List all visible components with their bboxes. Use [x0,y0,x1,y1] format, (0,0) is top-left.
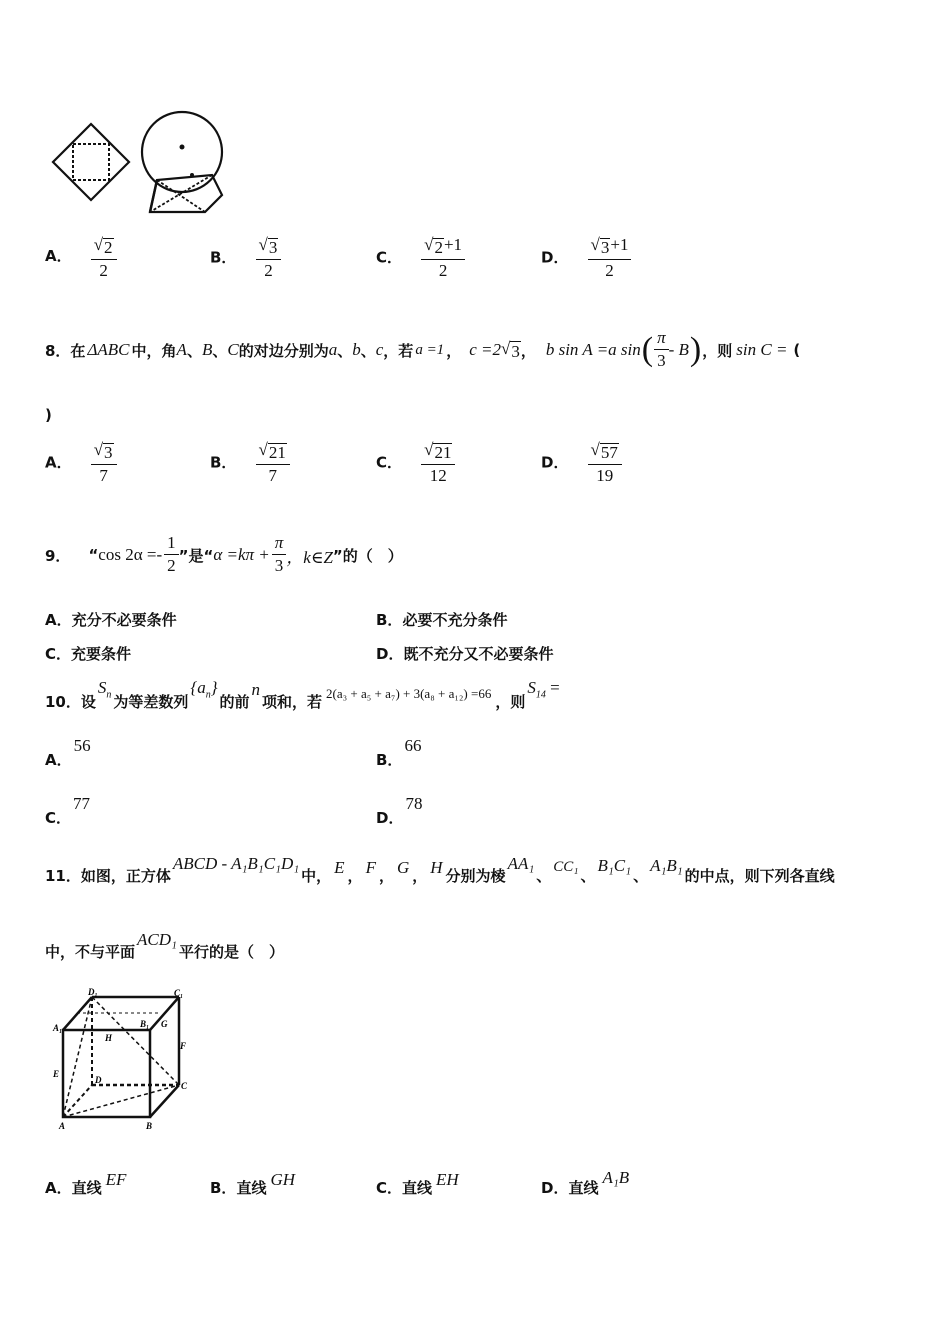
q9-option-b[interactable]: B．必要不充分条件 [376,611,508,629]
label-e: E [53,1069,60,1079]
q9-option-c[interactable]: C．充要条件 [45,645,132,663]
q11-option-b[interactable]: B． 直线 GH [210,1170,296,1197]
sphere-center-dot [180,145,185,150]
question-8: 8．在 ΔABC 中，角 A 、 B 、 C 的对边分别为 a 、 b 、 c ，若 a =1 ， c =2 √ 3 ， b sin A =a sin ( $\frac{\pi}{3}$ - B ) ，则 sin C = ( [45,328,801,370]
q8-option-a[interactable]: A． √ 3 7 [45,441,117,485]
question-11: 11．如图，正方体 ABCD - A₁B₁C₁D₁ 中， E ， F ， G ， H 分别为棱 AA₁ 、 CC₁ 、 B₁C₁ 、 A₁B₁ 的中点，则下列各直线 [45,854,835,885]
q10-option-a[interactable]: A．56 [45,736,91,769]
label-a1: A₁ [53,1023,63,1033]
q11-option-c[interactable]: C． 直线 EH [376,1170,459,1197]
label-c1: C₁ [174,988,184,998]
q8-option-c[interactable]: C． √ 21 12 [376,441,455,485]
three-view-figure [45,100,230,220]
diamond-outline [53,124,129,200]
q9-option-d[interactable]: D．既不充分又不必要条件 [376,645,554,663]
q9-option-a[interactable]: A．充分不必要条件 [45,611,177,629]
label-d: D [95,1075,102,1085]
q7-option-b[interactable]: B． √ 3 2 [210,236,281,280]
question-11-line-2: 中，不与平面 ACD₁ 平行的是（ ） [45,930,284,961]
question-10: 10．设 $S_n$ 为等差数列 $\{a_n\}$ 的前 n 项和，若 2(a₃ + a₅ + a₇) + 3(a₈ + a₁₂) =66 ，则 $S_{14}$ = [45,677,560,711]
cube-figure [45,985,200,1133]
q8-option-d[interactable]: D． √ 57 19 [541,441,622,485]
q7-option-c[interactable]: C． √ 2 +1 2 [376,236,465,280]
sphere-circle [142,112,222,192]
label-h: H [105,1033,113,1043]
q8-close-paren: ) [45,406,52,424]
q11-option-a[interactable]: A． 直线 EF [45,1170,127,1197]
label-c: C [181,1081,188,1091]
label-f: F [180,1041,187,1051]
q11-option-d[interactable]: D． 直线 A₁B [541,1168,630,1197]
label-d1: D₁ [88,987,98,997]
question-9: 9． “ cos 2α =- $\frac{1}{2}$ ”是“ α =kπ + $\frac{\pi}{3}$ ，k∈Z ”的（ ） [45,533,403,575]
label-g: G [161,1019,168,1029]
label-a: A [59,1121,66,1131]
q10-option-d[interactable]: D．78 [376,794,423,827]
q7-option-d[interactable]: D． √ 3 +1 2 [541,236,631,280]
q8-option-b[interactable]: B． √ 21 7 [210,441,290,485]
q10-option-b[interactable]: B．66 [376,736,422,769]
dotted-square [73,144,109,180]
label-b: B [146,1121,153,1131]
q10-option-c[interactable]: C．77 [45,794,91,827]
label-b1: B₁ [140,1019,150,1029]
q7-option-a[interactable]: A． √ 2 2 [45,236,117,280]
